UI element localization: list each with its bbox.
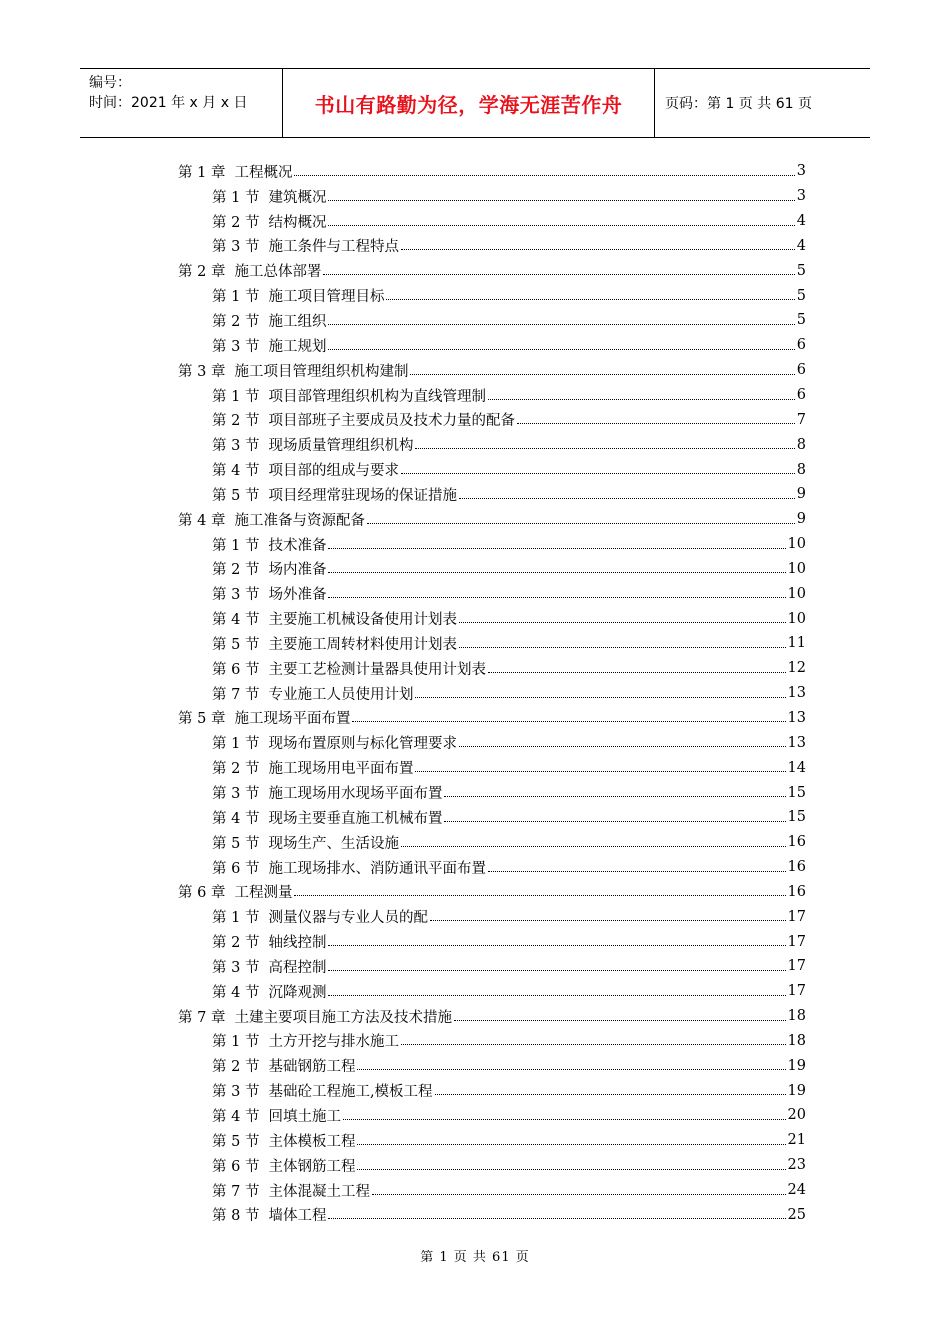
toc-dot-leader <box>459 498 795 499</box>
toc-entry-title: 专业施工人员使用计划 <box>268 686 414 703</box>
toc-dot-leader <box>415 697 785 698</box>
toc-entry-page: 17 <box>787 908 806 925</box>
toc-entry-title: 施工现场排水、消防通讯平面布置 <box>268 860 486 877</box>
toc-entry-number: 第 6 节 <box>212 1158 260 1175</box>
toc-dot-leader <box>328 324 794 325</box>
toc-entry-number: 第 1 章 <box>178 164 226 181</box>
toc-entry-number: 第 1 节 <box>212 910 260 927</box>
toc-section-entry[interactable] <box>178 283 806 308</box>
page-header <box>80 68 870 138</box>
toc-entry-number: 第 4 章 <box>178 512 226 529</box>
toc-entry-title: 施工现场用电平面布置 <box>268 761 414 778</box>
toc-dot-leader <box>352 721 785 722</box>
toc-entry-page: 18 <box>787 1008 806 1025</box>
toc-entry-page: 8 <box>796 436 806 453</box>
toc-entry-title: 墙体工程 <box>268 1208 327 1225</box>
toc-entry-title: 技术准备 <box>268 537 327 554</box>
toc-entry-page: 12 <box>787 660 806 677</box>
toc-dot-leader <box>328 970 785 971</box>
toc-chapter-entry[interactable] <box>178 258 806 283</box>
toc-dot-leader <box>435 1094 786 1095</box>
toc-chapter-entry[interactable] <box>178 159 806 184</box>
toc-entry-page: 18 <box>787 1032 806 1049</box>
toc-section-entry[interactable] <box>178 681 806 706</box>
toc-entry-number: 第 8 节 <box>212 1208 260 1225</box>
toc-entry-page: 3 <box>796 163 806 180</box>
toc-entry-number: 第 2 节 <box>212 562 260 579</box>
toc-section-entry[interactable] <box>178 184 806 209</box>
toc-dot-leader <box>328 572 785 573</box>
toc-dot-leader <box>328 349 794 350</box>
toc-entry-number: 第 5 节 <box>212 835 260 852</box>
toc-dot-leader <box>343 1119 786 1120</box>
toc-section-entry[interactable] <box>178 1153 806 1178</box>
toc-entry-title: 场外准备 <box>268 587 327 604</box>
toc-section-entry[interactable] <box>178 855 806 880</box>
toc-entry-number: 第 5 节 <box>212 636 260 653</box>
toc-entry-title: 高程控制 <box>268 959 327 976</box>
toc-entry-number: 第 2 节 <box>212 413 260 430</box>
toc-dot-leader <box>444 821 785 822</box>
toc-entry-page: 10 <box>787 585 806 602</box>
toc-entry-title: 建筑概况 <box>268 189 327 206</box>
header-meta <box>80 69 283 137</box>
toc-dot-leader <box>488 871 786 872</box>
toc-entry-title: 测量仪器与专业人员的配 <box>268 910 428 927</box>
toc-entry-page: 16 <box>787 834 806 851</box>
toc-entry-page: 10 <box>787 560 806 577</box>
toc-entry-number: 第 1 节 <box>212 736 260 753</box>
toc-entry-page: 10 <box>787 536 806 553</box>
toc-entry-number: 第 2 章 <box>178 264 226 281</box>
toc-entry-title: 项目部的组成与要求 <box>268 463 399 480</box>
toc-entry-title: 主要施工周转材料使用计划表 <box>268 636 457 653</box>
toc-section-entry[interactable] <box>178 308 806 333</box>
toc-section-entry[interactable] <box>178 631 806 656</box>
toc-dot-leader <box>328 1218 785 1219</box>
toc-entry-title: 回填土施工 <box>268 1108 341 1125</box>
toc-entry-title: 轴线控制 <box>268 935 327 952</box>
toc-chapter-entry[interactable] <box>178 358 806 383</box>
toc-dot-leader <box>415 771 785 772</box>
toc-section-entry[interactable] <box>178 904 806 929</box>
toc-entry-number: 第 3 节 <box>212 338 260 355</box>
toc-dot-leader <box>328 597 785 598</box>
doc-number-label: 编号： <box>89 75 131 91</box>
toc-section-entry[interactable] <box>178 929 806 954</box>
toc-entry-page: 25 <box>787 1206 806 1223</box>
toc-entry-page: 9 <box>796 511 806 528</box>
toc-section-entry[interactable] <box>178 1202 806 1227</box>
toc-entry-number: 第 3 节 <box>212 587 260 604</box>
toc-dot-leader <box>401 473 795 474</box>
toc-entry-title: 项目经理常驻现场的保证措施 <box>268 487 457 504</box>
toc-section-entry[interactable] <box>178 532 806 557</box>
toc-entry-number: 第 4 节 <box>212 1108 260 1125</box>
toc-dot-leader <box>444 796 785 797</box>
toc-entry-page: 5 <box>796 287 806 304</box>
toc-entry-page: 19 <box>787 1082 806 1099</box>
toc-entry-page: 17 <box>787 958 806 975</box>
toc-entry-title: 施工现场用水现场平面布置 <box>268 786 443 803</box>
toc-entry-number: 第 4 节 <box>212 984 260 1001</box>
toc-dot-leader <box>459 647 786 648</box>
toc-entry-page: 8 <box>796 461 806 478</box>
toc-entry-page: 6 <box>796 337 806 354</box>
toc-entry-page: 23 <box>787 1157 806 1174</box>
toc-entry-title: 施工项目管理目标 <box>268 289 385 306</box>
toc-entry-title: 主体混凝土工程 <box>268 1183 370 1200</box>
toc-dot-leader <box>357 1169 785 1170</box>
toc-entry-title: 基础砼工程施工,模板工程 <box>268 1084 433 1101</box>
toc-entry-title: 结构概况 <box>268 214 327 231</box>
toc-entry-title: 施工项目管理组织机构建制 <box>234 363 409 380</box>
toc-entry-title: 基础钢筋工程 <box>268 1059 356 1076</box>
toc-entry-page: 24 <box>787 1182 806 1199</box>
toc-dot-leader <box>328 995 785 996</box>
toc-entry-title: 工程测量 <box>234 885 293 902</box>
toc-entry-title: 施工组织 <box>268 313 327 330</box>
header-motto: 书山有路勤为径，学海无涯苦作舟 <box>283 69 655 137</box>
toc-entry-title: 项目部班子主要成员及技术力量的配备 <box>268 413 515 430</box>
toc-dot-leader <box>328 225 794 226</box>
toc-entry-title: 施工准备与资源配备 <box>234 512 365 529</box>
toc-entry-title: 土建主要项目施工方法及技术措施 <box>234 1009 452 1026</box>
toc-dot-leader <box>401 249 795 250</box>
toc-dot-leader <box>401 846 786 847</box>
toc-entry-number: 第 1 节 <box>212 1034 260 1051</box>
toc-entry-title: 施工条件与工程特点 <box>268 239 399 256</box>
toc-section-entry[interactable] <box>178 730 806 755</box>
toc-entry-title: 施工规划 <box>268 338 327 355</box>
toc-entry-page: 17 <box>787 933 806 950</box>
toc-dot-leader <box>357 1069 785 1070</box>
toc-dot-leader <box>328 200 794 201</box>
toc-section-entry[interactable] <box>178 830 806 855</box>
toc-entry-page: 6 <box>796 362 806 379</box>
toc-entry-title: 沉降观测 <box>268 984 327 1001</box>
toc-section-entry[interactable] <box>178 606 806 631</box>
toc-entry-number: 第 7 章 <box>178 1009 226 1026</box>
page-footer: 第 1 页 共 61 页 <box>420 1250 530 1265</box>
toc-section-entry[interactable] <box>178 755 806 780</box>
toc-entry-page: 17 <box>787 983 806 1000</box>
toc-entry-page: 13 <box>787 685 806 702</box>
toc-dot-leader <box>488 672 786 673</box>
toc-dot-leader <box>357 1144 785 1145</box>
toc-entry-title: 主要施工机械设备使用计划表 <box>268 612 457 629</box>
toc-entry-page: 16 <box>787 883 806 900</box>
toc-entry-page: 16 <box>787 859 806 876</box>
toc-section-entry[interactable] <box>178 581 806 606</box>
toc-dot-leader <box>459 746 786 747</box>
toc-entry-number: 第 1 节 <box>212 189 260 206</box>
table-of-contents <box>178 159 806 1227</box>
toc-entry-page: 5 <box>796 262 806 279</box>
toc-entry-number: 第 4 节 <box>212 810 260 827</box>
toc-entry-page: 13 <box>787 709 806 726</box>
toc-entry-title: 现场主要垂直施工机械布置 <box>268 810 443 827</box>
toc-entry-number: 第 3 节 <box>212 959 260 976</box>
toc-entry-page: 15 <box>787 809 806 826</box>
toc-chapter-entry[interactable] <box>178 706 806 731</box>
toc-section-entry[interactable] <box>178 979 806 1004</box>
toc-entry-number: 第 1 节 <box>212 537 260 554</box>
toc-dot-leader <box>415 448 794 449</box>
toc-section-entry[interactable] <box>178 209 806 234</box>
toc-entry-number: 第 3 节 <box>212 786 260 803</box>
toc-entry-title: 工程概况 <box>234 164 293 181</box>
toc-dot-leader <box>372 1194 786 1195</box>
toc-entry-page: 9 <box>796 486 806 503</box>
toc-entry-number: 第 3 节 <box>212 438 260 455</box>
toc-entry-number: 第 1 节 <box>212 289 260 306</box>
toc-section-entry[interactable] <box>178 1029 806 1054</box>
toc-chapter-entry[interactable] <box>178 507 806 532</box>
toc-entry-title: 现场质量管理组织机构 <box>268 438 414 455</box>
toc-entry-page: 7 <box>796 411 806 428</box>
toc-entry-number: 第 2 节 <box>212 761 260 778</box>
toc-dot-leader <box>323 274 794 275</box>
toc-section-entry[interactable] <box>178 805 806 830</box>
toc-entry-number: 第 6 章 <box>178 885 226 902</box>
toc-dot-leader <box>367 523 795 524</box>
toc-entry-number: 第 2 节 <box>212 214 260 231</box>
toc-entry-page: 3 <box>796 188 806 205</box>
toc-section-entry[interactable] <box>178 954 806 979</box>
toc-entry-title: 现场生产、生活设施 <box>268 835 399 852</box>
toc-entry-number: 第 6 节 <box>212 860 260 877</box>
header-page-info: 页码：第 1 页 共 61 页 <box>665 96 812 112</box>
toc-section-entry[interactable] <box>178 432 806 457</box>
toc-entry-number: 第 7 节 <box>212 686 260 703</box>
toc-entry-title: 主体钢筋工程 <box>268 1158 356 1175</box>
toc-entry-page: 15 <box>787 784 806 801</box>
toc-section-entry[interactable] <box>178 780 806 805</box>
toc-entry-page: 10 <box>787 610 806 627</box>
toc-dot-leader <box>294 175 794 176</box>
toc-section-entry[interactable] <box>178 1053 806 1078</box>
toc-entry-title: 施工总体部署 <box>234 264 322 281</box>
toc-entry-number: 第 5 章 <box>178 711 226 728</box>
toc-chapter-entry[interactable] <box>178 879 806 904</box>
toc-entry-number: 第 3 章 <box>178 363 226 380</box>
toc-chapter-entry[interactable] <box>178 1004 806 1029</box>
toc-dot-leader <box>459 622 786 623</box>
toc-section-entry[interactable] <box>178 1128 806 1153</box>
toc-section-entry[interactable] <box>178 1178 806 1203</box>
toc-entry-title: 施工现场平面布置 <box>234 711 351 728</box>
toc-entry-title: 主要工艺检测计量器具使用计划表 <box>268 661 486 678</box>
toc-entry-page: 19 <box>787 1057 806 1074</box>
toc-section-entry[interactable] <box>178 1103 806 1128</box>
toc-entry-page: 20 <box>787 1107 806 1124</box>
toc-entry-number: 第 7 节 <box>212 1183 260 1200</box>
toc-entry-page: 6 <box>796 387 806 404</box>
toc-entry-number: 第 3 节 <box>212 239 260 256</box>
toc-entry-title: 场内准备 <box>268 562 327 579</box>
toc-dot-leader <box>401 1044 786 1045</box>
toc-dot-leader <box>488 399 795 400</box>
toc-section-entry[interactable] <box>178 1078 806 1103</box>
toc-section-entry[interactable] <box>178 482 806 507</box>
toc-entry-number: 第 2 节 <box>212 935 260 952</box>
toc-dot-leader <box>328 548 785 549</box>
toc-dot-leader <box>517 423 795 424</box>
toc-section-entry[interactable] <box>178 383 806 408</box>
toc-section-entry[interactable] <box>178 557 806 582</box>
toc-dot-leader <box>430 920 786 921</box>
toc-entry-number: 第 6 节 <box>212 661 260 678</box>
toc-entry-number: 第 3 节 <box>212 1084 260 1101</box>
toc-entry-number: 第 4 节 <box>212 463 260 480</box>
toc-entry-page: 5 <box>796 312 806 329</box>
toc-dot-leader <box>294 895 785 896</box>
toc-entry-title: 土方开挖与排水施工 <box>268 1034 399 1051</box>
toc-section-entry[interactable] <box>178 333 806 358</box>
toc-entry-page: 13 <box>787 734 806 751</box>
toc-entry-number: 第 5 节 <box>212 487 260 504</box>
toc-dot-leader <box>328 945 785 946</box>
toc-section-entry[interactable] <box>178 656 806 681</box>
toc-entry-number: 第 1 节 <box>212 388 260 405</box>
toc-entry-page: 14 <box>787 759 806 776</box>
toc-section-entry[interactable] <box>178 234 806 259</box>
toc-section-entry[interactable] <box>178 407 806 432</box>
toc-entry-page: 21 <box>787 1132 806 1149</box>
toc-entry-page: 4 <box>796 237 806 254</box>
toc-entry-page: 4 <box>796 213 806 230</box>
toc-dot-leader <box>454 1020 786 1021</box>
toc-entry-number: 第 2 节 <box>212 1059 260 1076</box>
toc-entry-page: 11 <box>787 635 806 652</box>
toc-entry-title: 现场布置原则与标化管理要求 <box>268 736 457 753</box>
toc-entry-title: 项目部管理组织机构为直线管理制 <box>268 388 486 405</box>
toc-dot-leader <box>386 299 794 300</box>
toc-entry-number: 第 4 节 <box>212 612 260 629</box>
toc-entry-title: 主体模板工程 <box>268 1133 356 1150</box>
doc-date-label: 时间：2021 年 x 月 x 日 <box>89 95 248 111</box>
toc-entry-number: 第 2 节 <box>212 313 260 330</box>
toc-entry-number: 第 5 节 <box>212 1133 260 1150</box>
toc-dot-leader <box>410 374 794 375</box>
toc-section-entry[interactable] <box>178 457 806 482</box>
